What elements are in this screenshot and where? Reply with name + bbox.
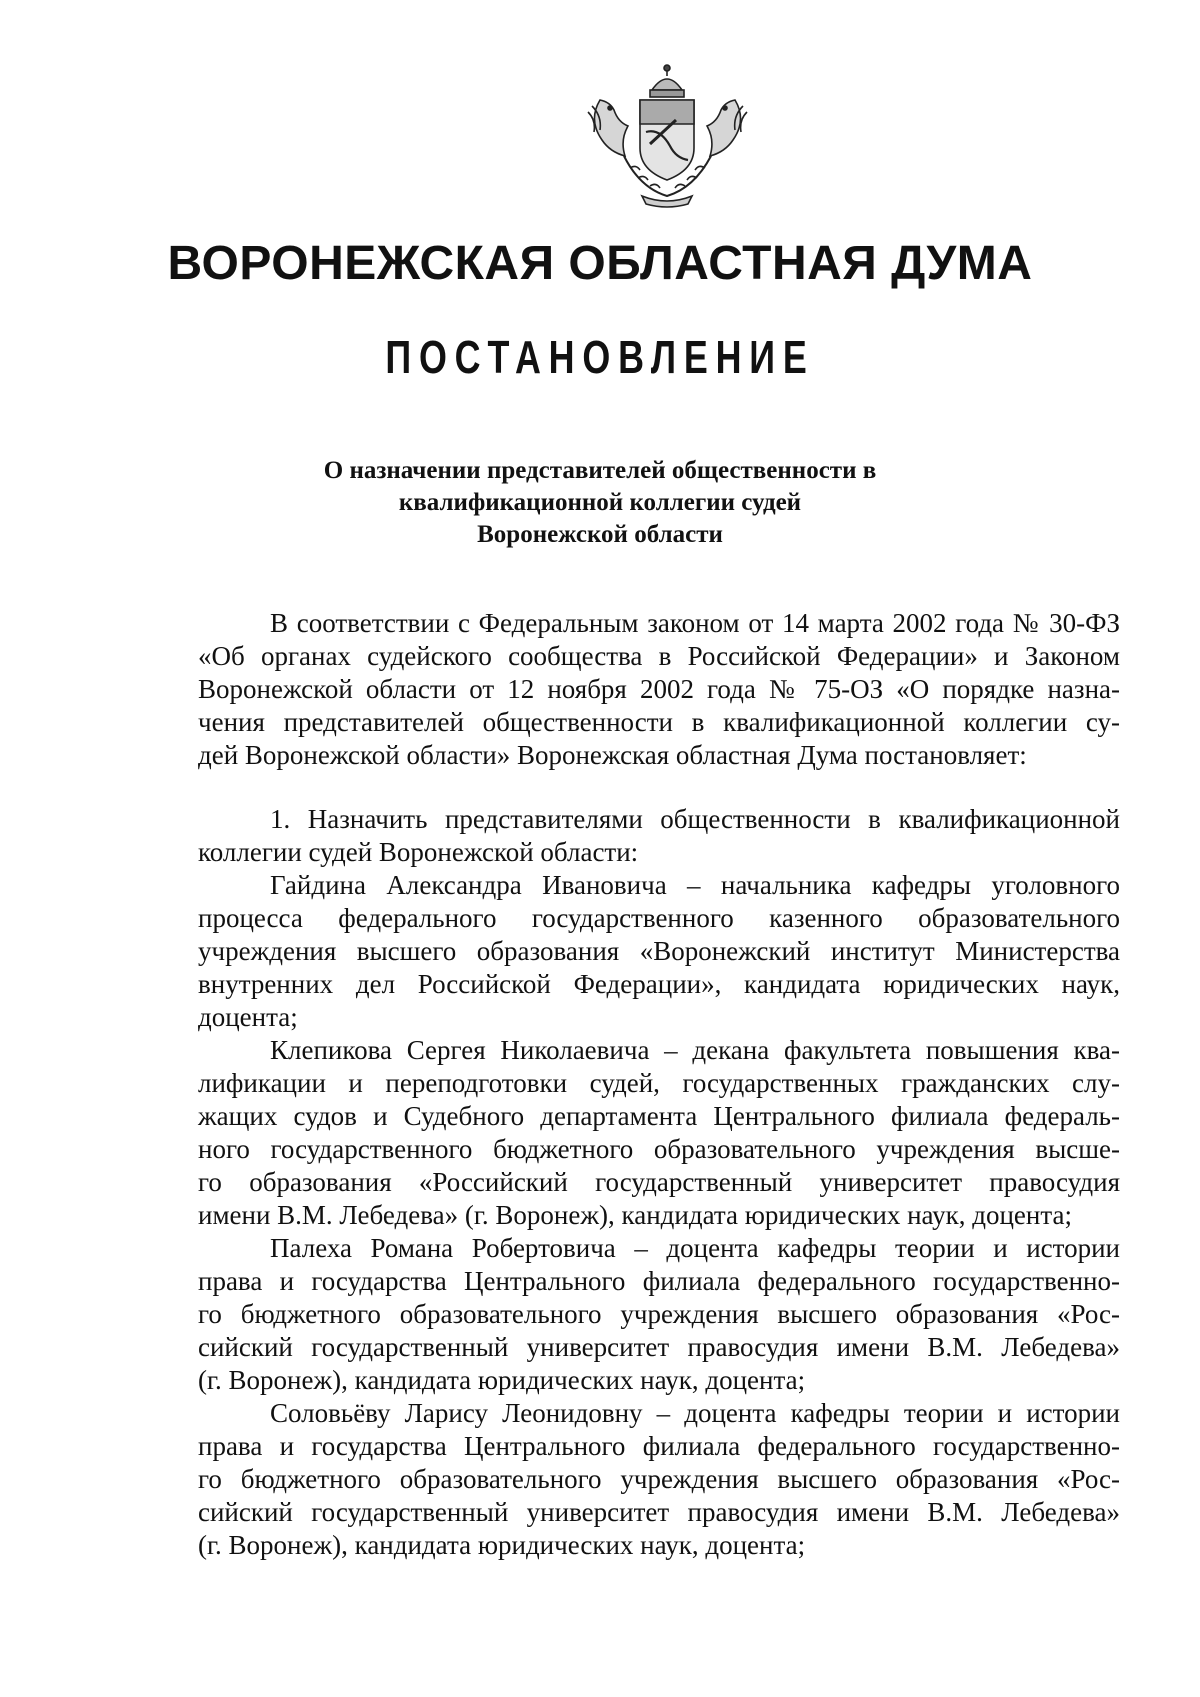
text-line: процесса федерального государственного казенного образовательного <box>198 903 1120 933</box>
text-line: Гайдина Александра Ивановича – начальника кафедры уголовного <box>270 870 1120 900</box>
subject-line: О назначении представителей общественности в <box>323 457 877 484</box>
text-line: коллегии судей Воронежской области: <box>198 837 639 867</box>
text-line: «Об органах судейского сообщества в Российской Федерации» и Законом <box>198 641 1120 671</box>
document-subject <box>0 455 1200 551</box>
organization-title: ВОРОНЕЖСКАЯ ОБЛАСТНАЯ ДУМА <box>167 237 1033 290</box>
text-line: сийский государственный университет правосудия имени В.М. Лебедева» <box>198 1497 1120 1527</box>
text-line: жащих судов и Судебного департамента Центрального филиала федераль- <box>198 1101 1120 1131</box>
subject-line: Воронежской области <box>477 521 723 548</box>
text-line: Воронежской области от 12 ноября 2002 года № 75-ОЗ «О порядке назна- <box>198 674 1120 704</box>
text-line: учреждения высшего образования «Воронежский институт Министерства <box>198 936 1120 966</box>
text-line: го бюджетного образовательного учреждения высшего образования «Рос- <box>198 1299 1120 1329</box>
resolution-item-1 <box>198 803 1120 1562</box>
text-line: права и государства Центрального филиала федерального государственно- <box>198 1431 1120 1461</box>
voronezh-coat-of-arms-icon <box>580 60 755 210</box>
text-line: дей Воронежской области» Воронежская областная Дума постановляет: <box>198 740 1027 770</box>
text-line: сийский государственный университет правосудия имени В.М. Лебедева» <box>198 1332 1120 1362</box>
text-line: 1. Назначить представителями общественности в квалификационной <box>270 804 1120 834</box>
text-line: (г. Воронеж), кандидата юридических наук, доцента; <box>198 1365 806 1395</box>
document-type-title: ПОСТАНОВЛЕНИЕ <box>385 331 815 383</box>
text-line: Соловьёву Ларису Леонидовну – доцента кафедры теории и истории <box>270 1398 1120 1428</box>
text-line: ного государственного бюджетного образовательного учреждения высше- <box>198 1134 1120 1164</box>
text-line: права и государства Центрального филиала федерального государственно- <box>198 1266 1120 1296</box>
text-line: го образования «Российский государственный университет правосудия <box>198 1167 1120 1197</box>
text-line: внутренних дел Российской Федерации», кандидата юридических наук, <box>198 969 1120 999</box>
text-line: Клепикова Сергея Николаевича – декана факультета повышения ква- <box>270 1035 1120 1065</box>
subject-line: квалификационной коллегии судей <box>398 489 802 516</box>
text-line: лификации и переподготовки судей, государственных гражданских слу- <box>198 1068 1120 1098</box>
text-line: Палеха Романа Робертовича – доцента кафедры теории и истории <box>270 1233 1120 1263</box>
text-line: В соответствии с Федеральным законом от 14 марта 2002 года № 30-ФЗ <box>270 608 1120 638</box>
text-line: го бюджетного образовательного учреждения высшего образования «Рос- <box>198 1464 1120 1494</box>
text-line: доцента; <box>198 1002 298 1032</box>
text-line: имени В.М. Лебедева» (г. Воронеж), кандидата юридических наук, доцента; <box>198 1200 1072 1230</box>
text-line: чения представителей общественности в квалификационной коллегии су- <box>198 707 1120 737</box>
text-line: (г. Воронеж), кандидата юридических наук, доцента; <box>198 1530 806 1560</box>
preamble-paragraph <box>198 607 1120 772</box>
